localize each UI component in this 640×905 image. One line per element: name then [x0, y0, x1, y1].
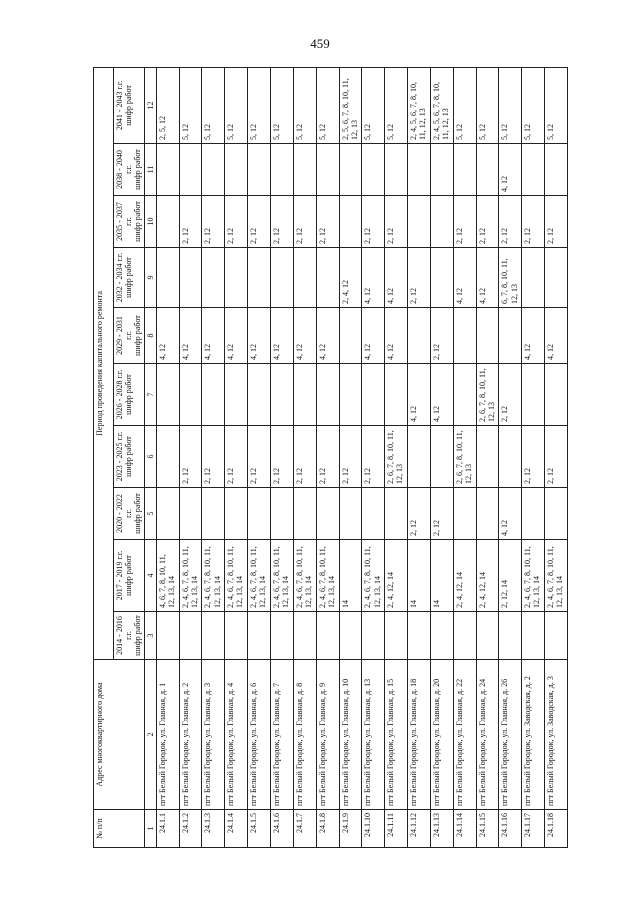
work-code-cell	[430, 248, 453, 308]
header-period-6	[114, 308, 145, 364]
address-cell: пгт Белый Городок, ул. Главная, д. 7	[270, 660, 293, 810]
work-code-cell	[476, 308, 499, 364]
address-cell: пгт Белый Городок, ул. Главная, д. 1	[156, 660, 179, 810]
work-code-label: шифр работ	[133, 201, 143, 242]
column-number-6: 6	[144, 426, 156, 488]
work-code-cell	[156, 196, 179, 248]
work-code-cell	[362, 364, 385, 426]
work-code-cell: 4, 12	[408, 364, 431, 426]
period-range: 2014 - 2016 г.г.	[115, 616, 134, 655]
work-code-cell: 5, 12	[499, 67, 522, 143]
work-code-label: шифр работ	[124, 374, 134, 415]
work-code-cell	[293, 144, 316, 196]
work-code-cell: 5, 12	[179, 67, 202, 143]
work-code-cell	[476, 612, 499, 660]
address-cell: пгт Белый Городок, ул. Главная, д. 9	[316, 660, 339, 810]
work-code-cell: 5, 12	[453, 67, 476, 143]
address-cell: пгт Белый Городок, ул. Главная, д. 6	[248, 660, 271, 810]
table-row	[408, 67, 431, 847]
work-code-cell	[293, 364, 316, 426]
header-period: Период проведения капитального ремонта	[94, 67, 114, 659]
work-code-cell: 4, 12	[362, 308, 385, 364]
work-code-cell	[545, 248, 568, 308]
work-code-cell	[430, 612, 453, 660]
address-cell: пгт Белый Городок, ул. Главная, д. 2	[179, 660, 202, 810]
work-code-cell: 2, 12	[499, 364, 522, 426]
header-period-7	[114, 248, 145, 308]
work-code-cell	[248, 248, 271, 308]
work-code-cell	[316, 488, 339, 540]
work-code-cell: 2, 12	[408, 248, 431, 308]
work-code-cell: 2, 6, 7, 8, 10, 11, 12, 13	[385, 426, 408, 488]
work-code-label: шифр работ	[124, 257, 134, 298]
work-code-label: шифр работ	[133, 149, 143, 190]
work-code-cell: 2, 5, 12	[156, 67, 179, 143]
work-code-cell: 2, 12	[248, 426, 271, 488]
table-row	[476, 67, 499, 847]
work-code-cell	[362, 612, 385, 660]
work-code-cell: 2, 12	[362, 426, 385, 488]
column-number-11: 11	[144, 144, 156, 196]
header-period-9	[114, 144, 145, 196]
work-code-cell: 2, 12	[293, 196, 316, 248]
work-code-cell	[156, 426, 179, 488]
period-range: 2020 - 2022 г.г.	[115, 494, 134, 533]
work-code-cell: 2, 12	[225, 196, 248, 248]
work-code-cell	[156, 364, 179, 426]
work-code-cell	[316, 612, 339, 660]
work-code-cell	[179, 248, 202, 308]
work-code-cell	[545, 488, 568, 540]
work-code-cell: 5, 12	[202, 67, 225, 143]
work-code-cell	[545, 144, 568, 196]
work-code-cell: 4, 12	[225, 308, 248, 364]
work-code-cell: 2, 12	[545, 426, 568, 488]
table-row	[339, 67, 362, 847]
work-code-cell: 2, 4, 12, 14	[385, 540, 408, 612]
work-code-cell: 2, 4, 6, 7, 8, 10, 11, 12, 13, 14	[293, 540, 316, 612]
work-code-cell: 5, 12	[522, 67, 545, 143]
period-range: 2026 - 2028 г.г.	[115, 369, 124, 420]
work-code-cell: 2, 5, 6, 7, 8, 10, 11, 12, 13	[339, 67, 362, 143]
work-code-cell: 2, 12	[453, 196, 476, 248]
work-code-cell	[522, 364, 545, 426]
work-code-cell	[316, 248, 339, 308]
period-range: 2038 - 2040 г.г.	[115, 150, 134, 189]
work-code-cell	[156, 248, 179, 308]
work-code-cell	[202, 488, 225, 540]
address-cell: пгт Белый Городок, ул. Главная, д. 20	[430, 660, 453, 810]
column-number-4: 4	[144, 540, 156, 612]
column-number-2: 2	[144, 660, 156, 810]
work-code-cell	[453, 364, 476, 426]
work-code-label: шифр работ	[133, 493, 143, 534]
address-cell: пгт Белый Городок, ул. Главная, д. 22	[453, 660, 476, 810]
work-code-cell: 2, 4, 12, 14	[476, 540, 499, 612]
column-number-5: 5	[144, 488, 156, 540]
work-code-label: шифр работ	[133, 315, 143, 356]
work-code-cell	[385, 144, 408, 196]
address-cell: пгт Белый Городок, ул. Главная, д. 4	[225, 660, 248, 810]
work-code-cell	[408, 196, 431, 248]
work-code-cell: 5, 12	[270, 67, 293, 143]
address-cell: пгт Белый Городок, ул. Главная, д. 18	[408, 660, 431, 810]
work-code-cell	[248, 364, 271, 426]
period-range: 2023 - 2025 г.г.	[115, 431, 124, 482]
work-code-cell: 2, 6, 7, 8, 10, 11, 12, 13	[476, 364, 499, 426]
work-code-cell	[225, 144, 248, 196]
row-number: 24.1.7	[293, 810, 316, 848]
work-code-cell: 4, 12	[545, 308, 568, 364]
header-period-10	[114, 67, 145, 143]
work-code-cell	[545, 364, 568, 426]
work-code-cell	[522, 488, 545, 540]
row-number: 24.1.5	[248, 810, 271, 848]
work-code-cell	[156, 612, 179, 660]
work-code-cell: 4, 6, 7, 8, 10, 11, 12, 13, 14	[156, 540, 179, 612]
work-code-cell: 2, 12	[430, 308, 453, 364]
work-code-cell: 2, 12	[293, 426, 316, 488]
work-code-cell: 2, 4, 6, 7, 8, 10, 11, 12, 13, 14	[225, 540, 248, 612]
work-code-cell	[453, 308, 476, 364]
column-number-1: 1	[144, 810, 156, 848]
work-code-cell	[179, 612, 202, 660]
work-code-cell	[316, 144, 339, 196]
work-code-cell: 4, 12	[156, 308, 179, 364]
table-row	[385, 67, 408, 847]
work-code-cell: 4, 12	[270, 308, 293, 364]
work-code-cell	[225, 364, 248, 426]
row-number: 24.1.14	[453, 810, 476, 848]
work-code-cell	[202, 612, 225, 660]
work-code-cell: 5, 12	[225, 67, 248, 143]
address-cell: пгт Белый Городок, ул. Главная, д. 24	[476, 660, 499, 810]
work-code-cell: 4, 12	[453, 248, 476, 308]
work-code-label: шифр работ	[124, 555, 134, 596]
address-cell: пгт Белый Городок, ул. Главная, д. 10	[339, 660, 362, 810]
work-code-cell: 2, 4, 12	[339, 248, 362, 308]
work-code-cell: 6, 7, 8, 10, 11, 12, 13	[499, 248, 522, 308]
work-code-cell	[293, 488, 316, 540]
address-cell: пгт Белый Городок, ул. Заводская, д. 3	[545, 660, 568, 810]
work-code-cell	[385, 364, 408, 426]
rotated-table-container	[93, 68, 568, 848]
address-cell: пгт Белый Городок, ул. Заводская, д. 2	[522, 660, 545, 810]
row-number: 24.1.18	[545, 810, 568, 848]
period-range: 2029 - 2031 г.г.	[115, 316, 134, 355]
work-code-cell: 2, 12	[179, 196, 202, 248]
column-number-9: 9	[144, 248, 156, 308]
column-number-7: 7	[144, 364, 156, 426]
table-row	[430, 67, 453, 847]
work-code-cell: 4, 12	[202, 308, 225, 364]
work-code-cell	[408, 612, 431, 660]
row-number: 24.1.1	[156, 810, 179, 848]
header-period-3	[114, 488, 145, 540]
row-number: 24.1.11	[385, 810, 408, 848]
work-code-cell	[225, 488, 248, 540]
period-range: 2017 - 2019 г.г.	[115, 550, 124, 601]
work-code-cell: 2, 12	[522, 196, 545, 248]
work-code-cell: 2, 4, 6, 7, 8, 10, 11, 12, 13, 14	[248, 540, 271, 612]
row-number: 24.1.6	[270, 810, 293, 848]
header-period-5	[114, 364, 145, 426]
work-code-cell: 2, 12	[385, 196, 408, 248]
work-code-cell	[453, 488, 476, 540]
work-code-cell: 14	[430, 540, 453, 612]
work-code-cell: 2, 4, 6, 7, 8, 10, 11, 12, 13, 14	[179, 540, 202, 612]
work-code-cell	[545, 612, 568, 660]
work-code-cell: 2, 12	[316, 426, 339, 488]
period-range: 2035 - 2037 г.г.	[115, 202, 134, 241]
work-code-cell: 4, 12	[385, 308, 408, 364]
work-code-cell	[453, 612, 476, 660]
work-code-cell: 2, 12	[225, 426, 248, 488]
work-code-cell	[522, 248, 545, 308]
work-code-cell	[408, 308, 431, 364]
work-code-cell	[522, 612, 545, 660]
work-code-cell	[179, 144, 202, 196]
address-cell: пгт Белый Городок, ул. Главная, д. 13	[362, 660, 385, 810]
work-code-label: шифр работ	[124, 85, 134, 126]
table-row	[179, 67, 202, 847]
work-code-cell	[339, 196, 362, 248]
work-code-cell: 2, 12	[316, 196, 339, 248]
work-code-cell: 4, 12	[522, 308, 545, 364]
work-code-cell: 2, 4, 6, 7, 8, 10, 11, 12, 13, 14	[545, 540, 568, 612]
work-code-cell	[270, 144, 293, 196]
work-code-cell	[476, 144, 499, 196]
work-code-cell: 5, 12	[362, 67, 385, 143]
work-code-cell	[499, 308, 522, 364]
work-code-cell	[408, 144, 431, 196]
column-number-10: 10	[144, 196, 156, 248]
table-row	[316, 67, 339, 847]
address-cell: пгт Белый Городок, ул. Главная, д. 26	[499, 660, 522, 810]
table-row	[156, 67, 179, 847]
work-code-cell: 2, 4, 6, 7, 8, 10, 11, 12, 13, 14	[522, 540, 545, 612]
row-number: 24.1.4	[225, 810, 248, 848]
capital-repair-table	[93, 67, 568, 848]
work-code-cell	[430, 196, 453, 248]
work-code-cell: 5, 12	[316, 67, 339, 143]
work-code-cell: 5, 12	[293, 67, 316, 143]
work-code-cell	[225, 612, 248, 660]
work-code-cell: 2, 12	[270, 196, 293, 248]
work-code-cell: 4, 12	[476, 248, 499, 308]
work-code-cell: 2, 4, 6, 7, 8, 10, 11, 12, 13, 14	[202, 540, 225, 612]
table-row	[362, 67, 385, 847]
work-code-cell: 4, 12	[430, 364, 453, 426]
period-range: 2032 - 2034 г.г.	[115, 252, 124, 303]
work-code-cell	[202, 144, 225, 196]
work-code-cell: 5, 12	[385, 67, 408, 143]
period-range: 2041 - 2043 г.г.	[115, 80, 124, 131]
row-number: 24.1.12	[408, 810, 431, 848]
row-number: 24.1.2	[179, 810, 202, 848]
work-code-cell	[156, 144, 179, 196]
table-row	[270, 67, 293, 847]
work-code-cell	[202, 248, 225, 308]
work-code-cell	[270, 248, 293, 308]
work-code-label: шифр работ	[124, 436, 134, 477]
address-cell: пгт Белый Городок, ул. Главная, д. 8	[293, 660, 316, 810]
work-code-cell	[339, 612, 362, 660]
work-code-cell: 4, 12	[499, 144, 522, 196]
work-code-cell	[202, 364, 225, 426]
work-code-cell: 14	[408, 540, 431, 612]
header-address: Адрес многоквартирного дома	[94, 660, 145, 810]
work-code-cell	[339, 308, 362, 364]
row-number: 24.1.10	[362, 810, 385, 848]
work-code-cell: 2, 4, 6, 7, 8, 10, 11, 12, 13, 14	[316, 540, 339, 612]
work-code-cell: 2, 12	[522, 426, 545, 488]
work-code-cell	[156, 488, 179, 540]
work-code-cell: 14	[339, 540, 362, 612]
work-code-cell	[476, 488, 499, 540]
row-number: 24.1.13	[430, 810, 453, 848]
work-code-cell	[430, 426, 453, 488]
table-row	[225, 67, 248, 847]
work-code-cell	[248, 488, 271, 540]
work-code-cell	[362, 144, 385, 196]
row-number: 24.1.9	[339, 810, 362, 848]
work-code-cell	[293, 248, 316, 308]
work-code-cell: 4, 12	[179, 308, 202, 364]
address-cell: пгт Белый Городок, ул. Главная, д. 3	[202, 660, 225, 810]
work-code-cell	[270, 612, 293, 660]
table-row	[522, 67, 545, 847]
work-code-cell: 4, 12	[499, 488, 522, 540]
work-code-cell: 2, 12	[248, 196, 271, 248]
work-code-cell	[270, 488, 293, 540]
header-num: № п/п	[94, 810, 145, 848]
row-number: 24.1.8	[316, 810, 339, 848]
work-code-cell	[339, 144, 362, 196]
work-code-label: шифр работ	[133, 615, 143, 656]
work-code-cell: 5, 12	[476, 67, 499, 143]
work-code-cell: 2, 12	[202, 196, 225, 248]
work-code-cell: 2, 12	[499, 196, 522, 248]
page-number: 459	[310, 36, 330, 51]
work-code-cell: 2, 12, 14	[499, 540, 522, 612]
header-period-2	[114, 540, 145, 612]
row-number: 24.1.15	[476, 810, 499, 848]
work-code-cell: 4, 12	[316, 308, 339, 364]
work-code-cell: 2, 12	[202, 426, 225, 488]
work-code-cell: 2, 4, 6, 7, 8, 10, 11, 12, 13, 14	[270, 540, 293, 612]
work-code-cell	[430, 144, 453, 196]
work-code-cell: 4, 12	[362, 248, 385, 308]
row-number: 24.1.16	[499, 810, 522, 848]
work-code-cell: 2, 12	[179, 426, 202, 488]
work-code-cell	[179, 488, 202, 540]
address-cell: пгт Белый Городок, ул. Главная, д. 15	[385, 660, 408, 810]
work-code-cell	[293, 612, 316, 660]
table-row	[202, 67, 225, 847]
work-code-cell	[522, 144, 545, 196]
row-number: 24.1.17	[522, 810, 545, 848]
work-code-cell	[385, 488, 408, 540]
column-number-12: 12	[144, 67, 156, 143]
column-number-3: 3	[144, 612, 156, 660]
work-code-cell: 5, 12	[545, 67, 568, 143]
work-code-cell: 2, 12	[339, 426, 362, 488]
table-row	[499, 67, 522, 847]
work-code-cell: 2, 4, 6, 7, 8, 10, 11, 12, 13, 14	[362, 540, 385, 612]
work-code-cell: 4, 12	[248, 308, 271, 364]
work-code-cell	[453, 144, 476, 196]
table-row	[453, 67, 476, 847]
work-code-cell	[476, 426, 499, 488]
work-code-cell	[339, 364, 362, 426]
work-code-cell: 5, 12	[248, 67, 271, 143]
work-code-cell: 2, 4, 5, 6, 7, 8, 10, 11, 12, 13	[430, 67, 453, 143]
table-row	[248, 67, 271, 847]
work-code-cell	[499, 612, 522, 660]
work-code-cell	[270, 364, 293, 426]
work-code-cell: 4, 12	[293, 308, 316, 364]
work-code-cell: 2, 12	[545, 196, 568, 248]
work-code-cell	[248, 144, 271, 196]
work-code-cell: 2, 4, 12, 14	[453, 540, 476, 612]
work-code-cell	[408, 426, 431, 488]
work-code-cell: 2, 4, 5, 6, 7, 8, 10, 11, 12, 13	[408, 67, 431, 143]
header-period-1	[114, 612, 145, 660]
table-row	[545, 67, 568, 847]
work-code-cell: 2, 6, 7, 8, 10, 11, 12, 13	[453, 426, 476, 488]
work-code-cell: 2, 12	[270, 426, 293, 488]
work-code-cell	[339, 488, 362, 540]
column-number-8: 8	[144, 308, 156, 364]
row-number: 24.1.3	[202, 810, 225, 848]
work-code-cell	[385, 612, 408, 660]
header-period-4	[114, 426, 145, 488]
table-row	[293, 67, 316, 847]
work-code-cell	[499, 426, 522, 488]
work-code-cell: 4, 12	[385, 248, 408, 308]
header-period-8	[114, 196, 145, 248]
work-code-cell	[316, 364, 339, 426]
work-code-cell	[362, 488, 385, 540]
work-code-cell: 2, 12	[476, 196, 499, 248]
work-code-cell: 2, 12	[430, 488, 453, 540]
work-code-cell: 2, 12	[408, 488, 431, 540]
work-code-cell	[225, 248, 248, 308]
work-code-cell	[179, 364, 202, 426]
work-code-cell	[248, 612, 271, 660]
work-code-cell: 2, 12	[362, 196, 385, 248]
